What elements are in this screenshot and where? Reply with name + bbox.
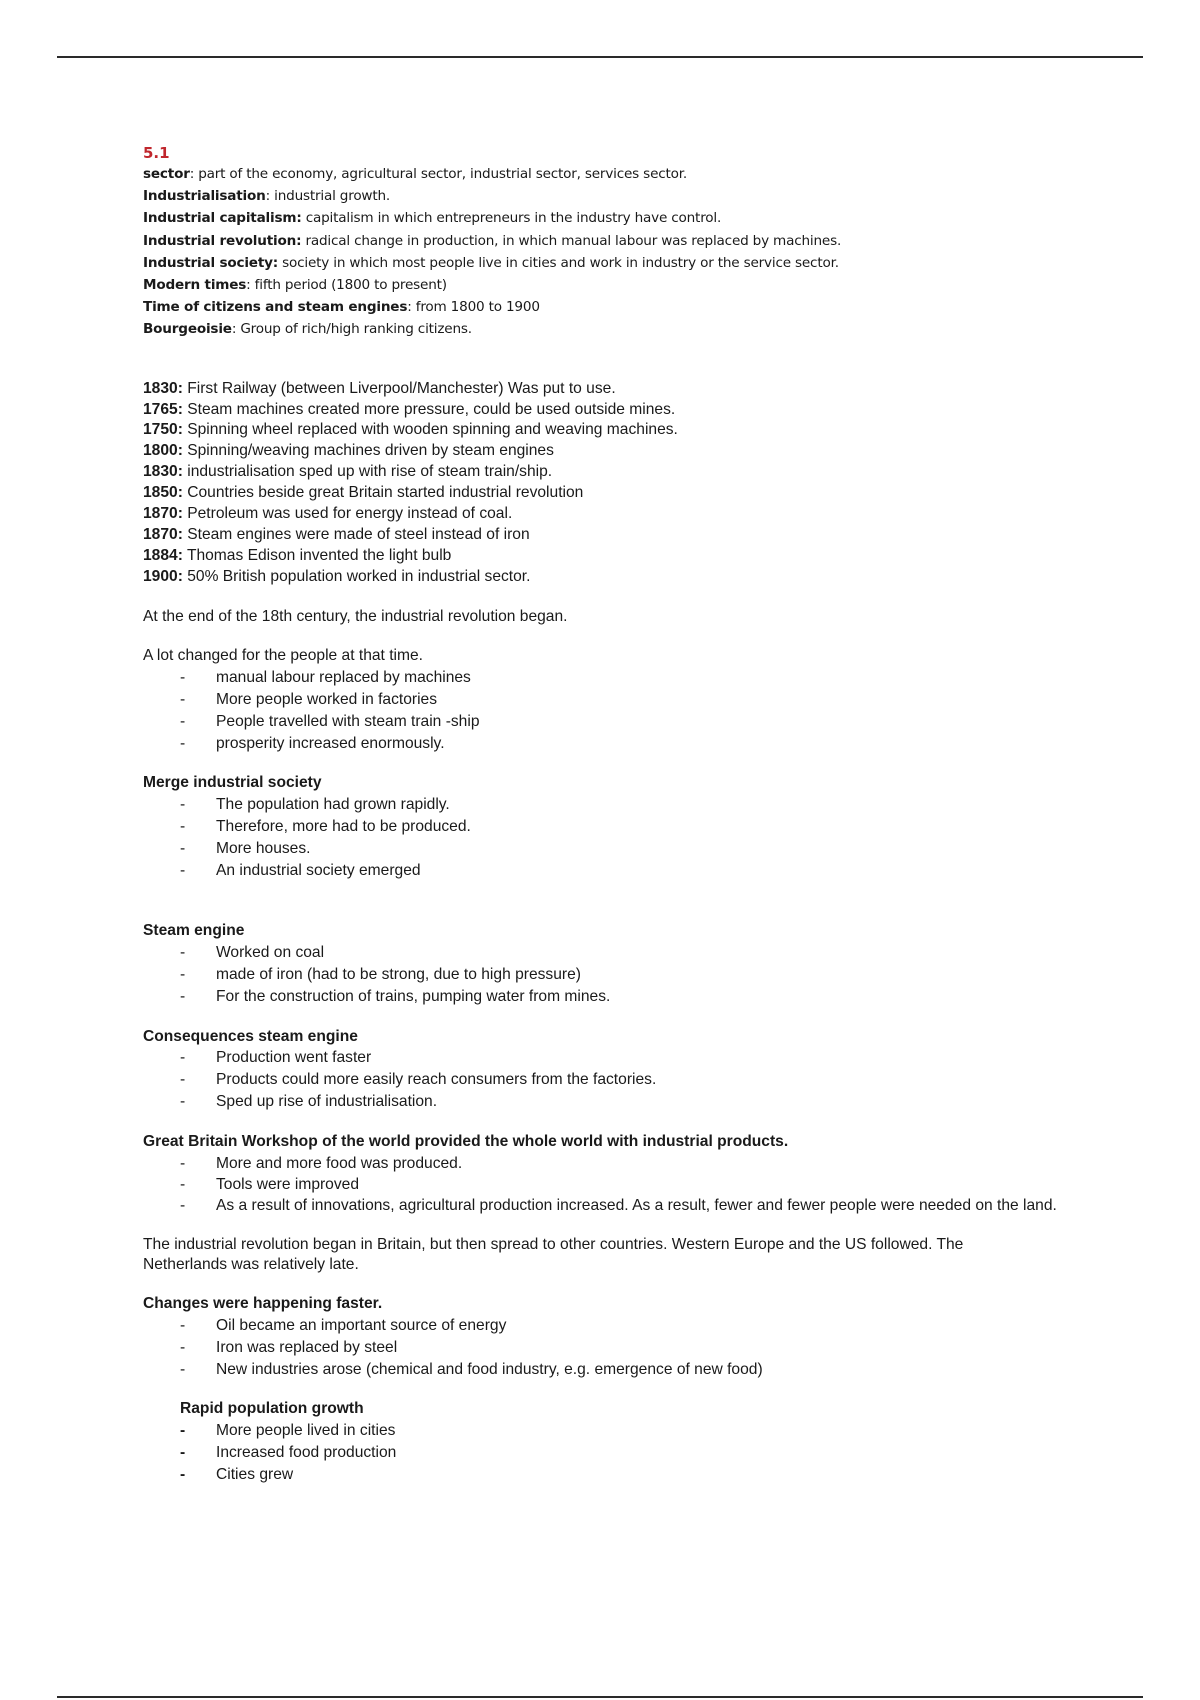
faster-section [143, 1294, 1083, 1380]
list-item: - For the construction of trains, pumping water from mines. [143, 986, 1083, 1008]
list-item: - More and more food was produced. [143, 1153, 1083, 1175]
workshop-section [143, 1132, 1083, 1216]
definition-sep: : [231, 321, 237, 338]
list-item: - The population had grown rapidly. [143, 794, 1083, 816]
definition-term: sector [143, 166, 190, 182]
definition-item [143, 207, 1083, 229]
workshop-heading: Great Britain Workshop of the world provided the whole world with industrial products. [143, 1132, 789, 1150]
list-item: - Production went faster [143, 1047, 1083, 1069]
consequences-list [143, 1047, 1083, 1112]
definition-text: fifth period (1800 to present) [250, 277, 447, 294]
definition-term: Industrial capitalism: [143, 210, 302, 227]
definition-term: Modern times [143, 277, 247, 294]
definition-item [143, 185, 1083, 207]
steam-engine-section [143, 921, 1083, 1007]
header-rule [57, 56, 1143, 58]
list-item: - More people worked in factories [143, 689, 1083, 711]
definition-text: from 1800 to 1900 [411, 299, 540, 316]
timeline-item [143, 504, 1083, 525]
page-content [143, 143, 1083, 1486]
faster-heading: Changes were happening faster. [143, 1295, 383, 1313]
definition-sep: : [246, 277, 251, 294]
timeline-year: 1884: [143, 546, 183, 564]
definition-item [143, 230, 1083, 252]
faster-list [143, 1315, 1083, 1380]
definition-text: radical change in production, in which manual labour was replaced by machines. [301, 232, 842, 249]
consequences-section [143, 1027, 1083, 1113]
timeline-text: 50% British population worked in industrial sector. [182, 567, 531, 585]
definitions-list [143, 163, 1083, 341]
timeline-item [143, 483, 1083, 504]
list-item: - Worked on coal [143, 942, 1083, 964]
timeline-text: Thomas Edison invented the light bulb [182, 546, 452, 564]
definition-term: Time of citizens and steam engines [143, 299, 408, 316]
list-item: - People travelled with steam train -ship [143, 711, 1083, 733]
timeline-year: 1900: [143, 567, 183, 585]
definition-text: society in which most people live in cities and work in industry or the service sector. [278, 254, 839, 271]
timeline-item [143, 441, 1083, 462]
timeline-year: 1870: [143, 525, 183, 543]
intro-paragraph: At the end of the 18th century, the industrial revolution began. [143, 607, 568, 625]
definition-term: Industrial society: [143, 254, 279, 271]
timeline-list [143, 379, 1083, 588]
timeline-text: Petroleum was used for energy instead of coal. [182, 505, 513, 523]
timeline-item [143, 546, 1083, 567]
timeline-year: 1830: [143, 463, 183, 481]
timeline-item [143, 462, 1083, 483]
list-item: - Tools were improved [143, 1174, 1083, 1196]
steam-engine-heading: Steam engine [143, 922, 245, 940]
timeline-text: Spinning/weaving machines driven by steam engines [182, 442, 554, 460]
list-item: - Oil became an important source of energy [143, 1315, 1083, 1337]
changes-section [143, 646, 1083, 754]
list-item: - Cities grew [180, 1464, 1083, 1486]
footer-rule [57, 1696, 1143, 1698]
population-section [180, 1399, 1083, 1485]
timeline-year: 1765: [143, 400, 183, 418]
merge-heading: Merge industrial society [143, 774, 322, 792]
timeline-text: First Railway (between Liverpool/Manchester) Was put to use. [182, 379, 616, 397]
definition-item [143, 274, 1083, 296]
list-item: - Iron was replaced by steel [143, 1337, 1083, 1359]
timeline-year: 1830: [143, 379, 183, 397]
timeline-text: Steam engines were made of steel instead of iron [182, 525, 530, 543]
list-item: - made of iron (had to be strong, due to high pressure) [143, 964, 1083, 986]
list-item: - More houses. [143, 838, 1083, 860]
timeline-text: Spinning wheel replaced with wooden spinning and weaving machines. [182, 421, 678, 439]
timeline-year: 1800: [143, 442, 183, 460]
changes-list [143, 667, 1083, 754]
list-item: - Sped up rise of industrialisation. [143, 1091, 1083, 1113]
list-item: - More people lived in cities [180, 1420, 1083, 1442]
definition-item [143, 318, 1083, 340]
merge-list [143, 794, 1083, 881]
timeline-item [143, 379, 1083, 400]
definition-text: capitalism in which entrepreneurs in the industry have control. [301, 210, 722, 227]
timeline-item [143, 525, 1083, 546]
list-item: - As a result of innovations, agricultural production increased. As a result, fewer and fewer people were needed on the land. [143, 1196, 1083, 1216]
timeline-text: Countries beside great Britain started industrial revolution [182, 484, 584, 502]
definition-item [143, 163, 1083, 185]
population-list [180, 1420, 1083, 1485]
timeline-year: 1850: [143, 484, 183, 502]
definition-item [143, 252, 1083, 274]
list-item: - Increased food production [180, 1442, 1083, 1464]
timeline-item [143, 567, 1083, 588]
list-item: - Products could more easily reach consumers from the factories. [143, 1069, 1083, 1091]
list-item: - Therefore, more had to be produced. [143, 816, 1083, 838]
timeline-year: 1750: [143, 421, 183, 439]
definition-term: Industrialisation [143, 188, 266, 205]
definition-text: industrial growth. [270, 188, 391, 205]
definition-sep: : [265, 188, 271, 205]
changes-lead: A lot changed for the people at that time. [143, 647, 424, 665]
list-item: - manual labour replaced by machines [143, 667, 1083, 689]
definition-text: Group of rich/high ranking citizens. [236, 321, 472, 338]
definition-sep: : [189, 166, 195, 182]
workshop-list [143, 1153, 1083, 1217]
merge-section [143, 773, 1083, 881]
timeline-text: industrialisation sped up with rise of steam train/ship. [182, 463, 553, 481]
timeline-item [143, 420, 1083, 441]
timeline-year: 1870: [143, 505, 183, 523]
list-item: - New industries arose (chemical and food industry, e.g. emergence of new food) [143, 1359, 1083, 1381]
consequences-heading: Consequences steam engine [143, 1027, 358, 1045]
definition-sep: : [407, 299, 412, 316]
list-item: - prosperity increased enormously. [143, 733, 1083, 755]
list-item: - An industrial society emerged [143, 860, 1083, 882]
definition-term: Bourgeoisie [143, 321, 232, 338]
population-heading: Rapid population growth [180, 1400, 364, 1418]
timeline-item [143, 400, 1083, 421]
section-number: 5.1 [143, 144, 170, 162]
timeline-text: Steam machines created more pressure, could be used outside mines. [182, 400, 676, 418]
definition-text: part of the economy, agricultural sector, industrial sector, services sector. [194, 166, 688, 182]
definition-item [143, 296, 1083, 318]
steam-engine-list [143, 942, 1083, 1007]
definition-term: Industrial revolution: [143, 232, 302, 249]
spread-paragraph: The industrial revolution began in Britain, but then spread to other countries. Western Europe and the US followed. The Netherlands was relatively late. [143, 1236, 964, 1274]
